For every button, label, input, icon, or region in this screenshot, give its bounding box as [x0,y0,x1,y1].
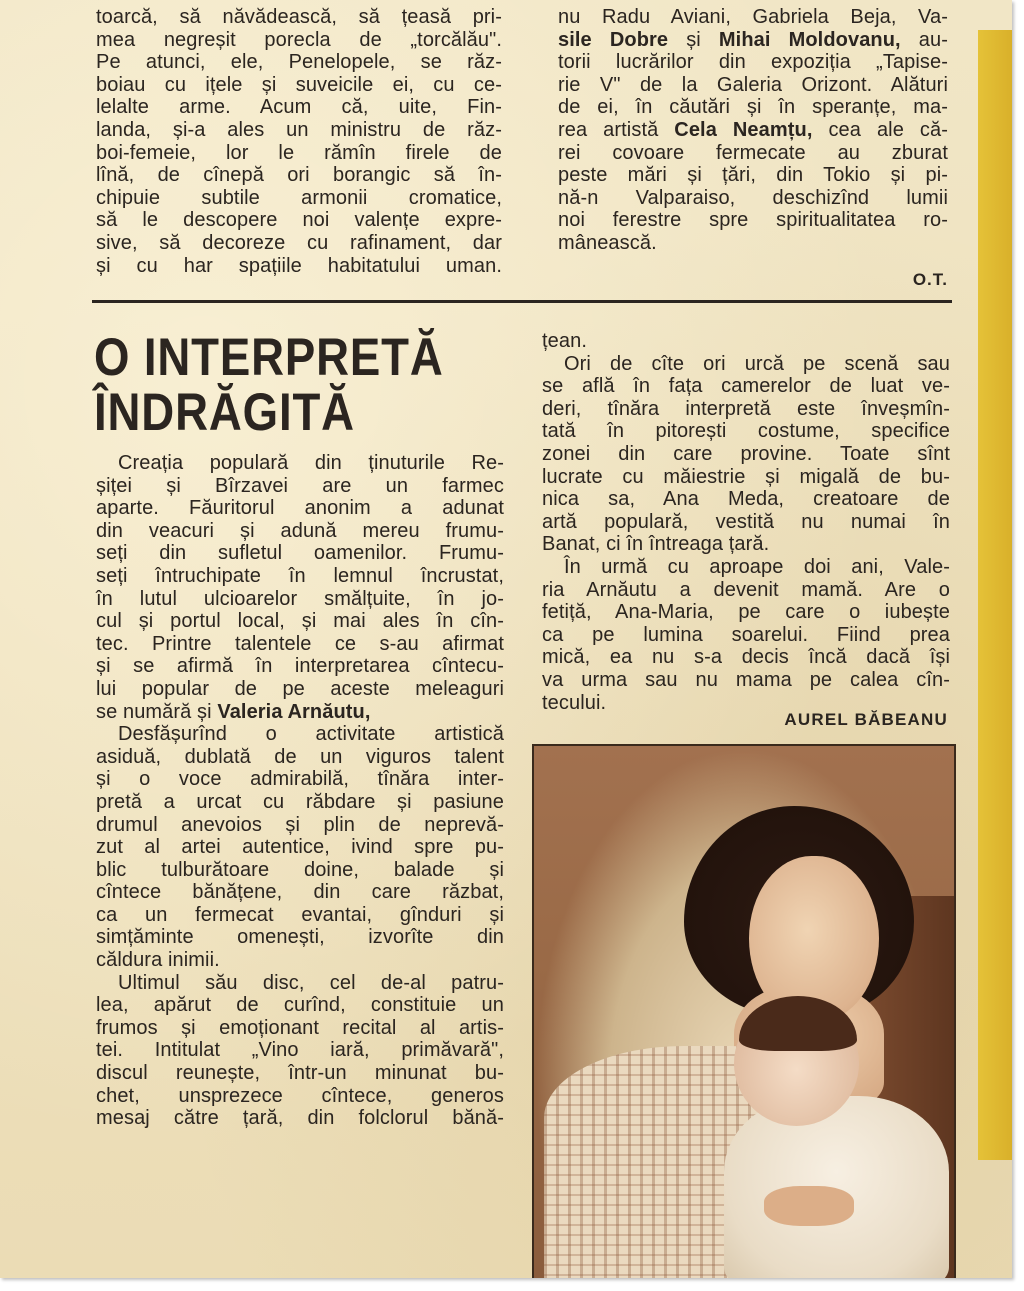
text-line: toarcă, să năvădească, să țeasă pri- [96,6,502,28]
text-line: va urma sau nu mama pe calea cîn- [542,668,950,691]
text-line: mânească. [558,231,657,254]
text-line: și o voce admirabilă, tînăra inter- [96,768,504,791]
text-line: boi-femeie, lor le rămîn firele de [96,141,502,164]
text-line: mică, ea nu s-a decis încă dacă își [542,646,950,669]
text-line: tată în pitorești costume, specifice [542,420,950,443]
section-divider [92,300,952,303]
text-line: Ultimul său disc, cel de-al patru- [118,971,504,994]
text-line: nu Radu Aviani, Gabriela Beja, Va- [558,6,948,28]
text-line: fetiță, Ana-Maria, pe care o iubește [542,601,950,624]
text-line: Ori de cîte ori urcă pe scenă sau [564,352,950,375]
text-line: sive, să decoreze cu rafinament, dar [96,231,502,254]
text-line: artă populară, vestită nu numai în [542,510,950,533]
text-fragment: cea ale că- [812,118,948,141]
text-line: zonei din care provine. Toate sînt [542,442,950,465]
text-line: țean. [542,330,587,352]
text-line: nă-n Valparaiso, deschizînd lumii [558,186,948,209]
text-line: cîntece bănățene, din care răzbat, [96,881,504,904]
artist-name: Cela Neamțu, [674,118,813,141]
article-left-column [96,452,504,1130]
text-line: aparte. Făuritorul anonim a adunat [96,497,504,520]
text-line: asiduă, dublată de un viguros talent [96,745,504,768]
text-line: se află în fața camerelor de luat ve- [542,375,950,398]
text-line: drumul anevoios și plin de neprevă- [96,813,504,836]
text-line [558,29,948,52]
text-line: Banat, ci în întreaga țară. [542,533,770,556]
text-line: simțăminte omenești, izvorîte din [96,926,504,949]
text-line: Creația populară din ținuturile Re- [118,452,504,474]
artist-name: sile Dobre [558,28,669,51]
text-line: seți din sufletul oamenilor. Frumu- [96,542,504,565]
text-line: cul și portul local, și mai ales în cîn- [96,610,504,633]
text-line: chet, unsprezece cîntece, generos [96,1084,504,1107]
text-line: lînă, de cînepă ori borangic să în- [96,164,502,187]
text-line: lucrate cu măiestrie și migală de bu- [542,465,950,488]
text-line: tec. Printre talentele ce s-au afirmat [96,632,504,655]
text-line [558,119,948,142]
text-fragment: au- [900,28,948,51]
photo-hand [764,1186,854,1226]
text-line: tei. Intitulat „Vino iară, primăvară", [96,1039,504,1062]
article-right-column [542,330,950,714]
headline-line: O INTERPRETĂ [94,328,444,387]
author-initials: O.T. [912,270,948,289]
text-line: Pe atunci, ele, Penelopele, se răz- [96,51,502,74]
photo-woman-face [749,856,879,1021]
text-line: șiței și Bîrzavei are un farmec [96,474,504,497]
author-byline: AUREL BĂBEANU [784,710,948,729]
text-fragment: se numără și [96,700,218,723]
text-line: din veacuri și adună mereu frumu- [96,519,504,542]
photo-baby-clothes [724,1096,949,1278]
text-line: și cu har spațiile habitatului uman. [96,254,502,277]
text-line: landa, și-a ales un ministru de răz- [96,118,502,141]
text-fragment: și [668,28,719,51]
text-line: în lutul ulcioarelor smălțuite, în jo- [96,587,504,610]
article-headline [94,330,464,440]
text-line: și se afirmă în interpretarea cîntecu- [96,655,504,678]
text-line: rei covoare fermecate au zburat [558,141,948,164]
text-fragment: rea artistă [558,118,675,141]
text-line: rie V" de la Galeria Orizont. Alături [558,73,948,96]
text-line: lea, apărut de curînd, constituie un [96,994,504,1017]
text-line: mea negreșit porecla de „torcălău". [96,28,502,51]
text-line: noi ferestre spre spiritualitatea ro- [558,209,948,232]
text-line: lui popular de pe aceste meleaguri [96,677,504,700]
text-line: chipuie subtile armonii cromatice, [96,186,502,209]
text-line: zut al artei autentice, ivind spre pu- [96,836,504,859]
yellow-paper-edge [978,30,1012,1160]
text-line: deri, tînăra interpretă este înveșmîn- [542,397,950,420]
text-line: discul reunește, într-un minunat bu- [96,1062,504,1085]
text-line: căldura inimii. [96,949,220,972]
text-line: tecului. [542,691,607,714]
text-line [96,701,504,724]
text-line: ca un fermecat evantai, gînduri și [96,903,504,926]
text-line: boiau cu ițele și suveicile ei, cu ce- [96,73,502,96]
artist-name: Valeria Arnăutu, [217,700,371,723]
text-line: Desfășurînd o activitate artistică [118,723,504,746]
text-line: blic tulburătoare doine, balade și [96,858,504,881]
text-line: pretă a urcat cu răbdare și pasiune [96,790,504,813]
text-line: peste mări și țări, din Tokio și pi- [558,164,948,187]
text-line: să le descopere noi valențe expre- [96,209,502,232]
text-line: de ei, în căutări și în speranțe, ma- [558,96,948,119]
headline-line: ÎNDRĂGITĂ [94,383,355,442]
text-line: nica sa, Ana Meda, creatoare de [542,488,950,511]
article-photo [532,744,956,1278]
text-line: torii lucrărilor din expoziția „Tapise- [558,51,948,74]
text-line: ca pe lumina soarelui. Fiind prea [542,623,950,646]
previous-article-left-column [96,6,502,277]
previous-article-right-column [558,6,948,255]
text-line: În urmă cu aproape doi ani, Vale- [564,555,950,578]
text-line: seți întruchipate în lemnul încrustat, [96,564,504,587]
artist-name: Mihai Moldovanu, [718,28,901,51]
text-line: lelalte arme. Acum că, uite, Fin- [96,96,502,119]
text-line: ria Arnăutu a devenit mamă. Are o [542,578,950,601]
text-line: frumos și emoționant recital al artis- [96,1016,504,1039]
text-line: mesaj către țară, din folclorul bănă- [96,1107,504,1130]
